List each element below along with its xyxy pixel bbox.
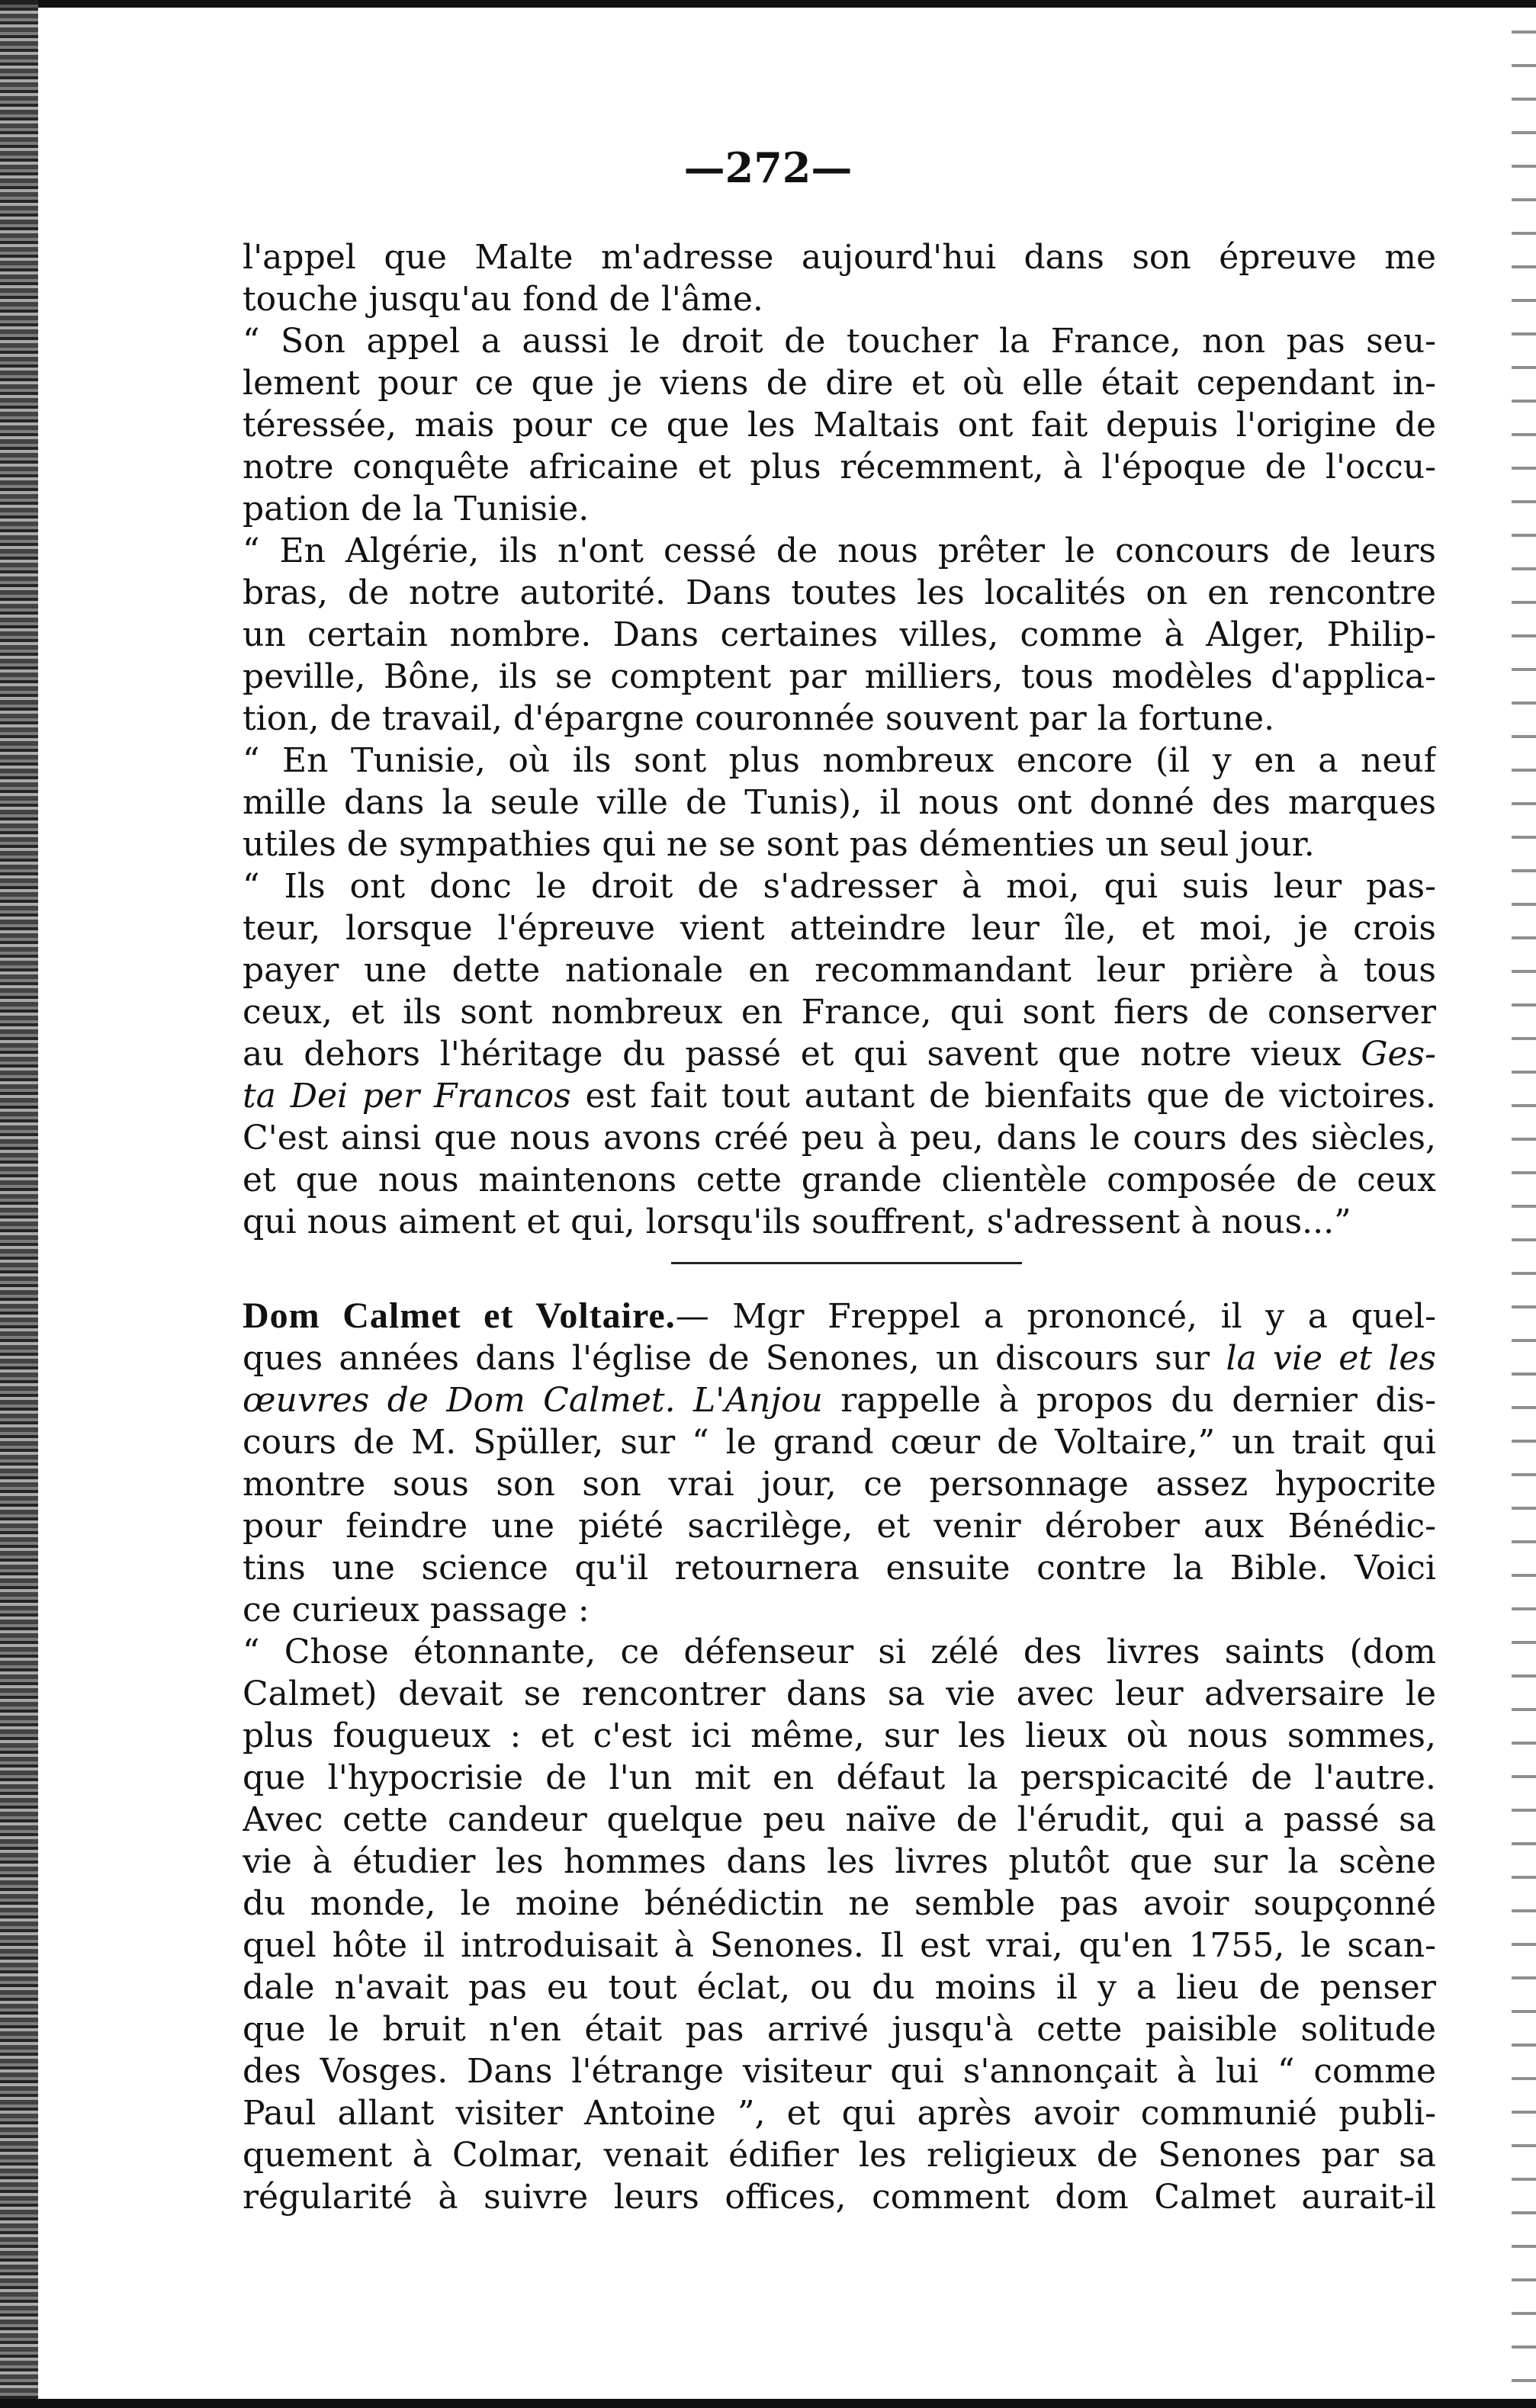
scan-right-edge [1512, 0, 1536, 2408]
section-divider [671, 1262, 1022, 1264]
text-line: des Vosges. Dans l'étrange visiteur qui s'annonçait à lui “ comme [243, 2052, 1436, 2091]
text-fragment: rappelle à propos du dernier dis- [822, 1381, 1436, 1420]
text-line: tins une science qu'il retournera ensuite contre la Bible. Voici [243, 1549, 1436, 1588]
text-line: touche jusqu'au fond de l'âme. [243, 280, 763, 319]
text-line: peville, Bône, ils se comptent par milliers, tous modèles d'applica- [243, 657, 1436, 696]
text-line-gesta [243, 1033, 1436, 1075]
text-line [243, 1337, 1436, 1379]
text-line: l'appel que Malte m'adresse aujourd'hui dans son épreuve me [243, 238, 1436, 277]
text-line: régularité à suivre leurs offices, comment dom Calmet aurait-il [243, 2178, 1436, 2217]
text-line: et que nous maintenons cette grande clientèle composée de ceux [243, 1161, 1436, 1199]
text-line: C'est ainsi que nous avons créé peu à peu, dans le cours des siècles, [243, 1119, 1436, 1157]
text-line: payer une dette nationale en recommandant leur prière à tous [243, 951, 1436, 990]
text-line: Paul allant visiter Antoine ”, et qui après avoir communié publi- [243, 2094, 1436, 2133]
italic-fragment: Ges- [1361, 1035, 1436, 1074]
text-line: que le bruit n'en était pas arrivé jusqu'à cette paisible solitude [243, 2010, 1436, 2049]
text-line: tion, de travail, d'épargne couronnée souvent par la fortune. [243, 699, 1275, 738]
text-line: “ En Algérie, ils n'ont cessé de nous prêter le concours de leurs [243, 531, 1436, 570]
article-dom-calmet [243, 1295, 1436, 2218]
text-line: Calmet) devait se rencontrer dans sa vie avec leur adversaire le [243, 1674, 1436, 1713]
scan-top-edge [0, 0, 1536, 8]
italic-fragment: œuvres de Dom Calmet. L'Anjou [243, 1381, 823, 1420]
text-fragment: au dehors l'héritage du passé et qui savent que notre vieux [243, 1035, 1342, 1074]
text-line: “ Chose étonnante, ce défenseur si zélé des livres saints (dom [243, 1633, 1436, 1671]
text-line: Avec cette candeur quelque peu naïve de l'érudit, qui a passé sa [243, 1800, 1436, 1839]
scan-binding-edge [0, 0, 38, 2408]
text-line: montre sous son son vrai jour, ce personnage assez hypocrite [243, 1465, 1436, 1504]
text-fragment: ques années dans l'église de Senones, un discours sur [243, 1339, 1226, 1378]
text-line: téressée, mais pour ce que les Maltais ont fait depuis l'origine de [243, 406, 1436, 445]
text-fragment: de victoires. [1223, 1077, 1436, 1116]
article-malte [243, 236, 1436, 1243]
text-line: pation de la Tunisie. [243, 490, 590, 528]
italic-fragment: la vie et les [1226, 1339, 1436, 1378]
text-line: cours de M. Spüller, sur “ le grand cœur de Voltaire,” un trait qui [243, 1423, 1436, 1462]
text-line: que l'hypocrisie de l'un mit en défaut la perspicacité de l'autre. [243, 1758, 1436, 1797]
text-line: du monde, le moine bénédictin ne semble pas avoir soupçonné [243, 1884, 1436, 1923]
italic-fragment: ta Dei per Francos [243, 1077, 571, 1116]
text-line: lement pour ce que je viens de dire et où elle était cependant in- [243, 364, 1436, 403]
text-line-heading [243, 1295, 1436, 1337]
text-line: ce curieux passage : [243, 1591, 590, 1629]
page-number: —272— [683, 143, 853, 192]
text-line: qui nous aiment et qui, lorsqu'ils souffrent, s'adressent à nous...” [243, 1202, 1351, 1241]
text-line: pour feindre une piété sacrilège, et venir dérober aux Bénédic- [243, 1507, 1436, 1546]
text-line: un certain nombre. Dans certaines villes, comme à Alger, Philip- [243, 615, 1436, 654]
text-line [243, 1379, 1436, 1421]
text-fragment: — Mgr Freppel a prononcé, il y a quel- [675, 1297, 1436, 1336]
text-line: quel hôte il introduisait à Senones. Il est vrai, qu'en 1755, le scan- [243, 1926, 1436, 1965]
text-line: vie à étudier les hommes dans les livres plutôt que sur la scène [243, 1842, 1436, 1881]
text-line-gesta-end [243, 1075, 1436, 1117]
text-line: “ Son appel a aussi le droit de toucher la France, non pas seu- [243, 322, 1436, 361]
text-line: dale n'avait pas eu tout éclat, ou du moins il y a lieu de penser [243, 1968, 1436, 2007]
text-line: notre conquête africaine et plus récemment, à l'époque de l'occu- [243, 448, 1436, 486]
text-line: mille dans la seule ville de Tunis), il nous ont donné des marques [243, 783, 1436, 822]
text-line: quement à Colmar, venait édifier les religieux de Senones par sa [243, 2136, 1436, 2175]
text-line: bras, de notre autorité. Dans toutes les localités on en rencontre [243, 573, 1436, 612]
article-heading: Dom Calmet et Voltaire. [243, 1296, 676, 1336]
text-line: utiles de sympathies qui ne se sont pas démenties un seul jour. [243, 825, 1315, 864]
text-line: “ Ils ont donc le droit de s'adresser à moi, qui suis leur pas- [243, 867, 1436, 906]
scan-bottom-edge [0, 2399, 1536, 2408]
text-line: plus fougueux : et c'est ici même, sur les lieux où nous sommes, [243, 1716, 1436, 1755]
text-line: “ En Tunisie, où ils sont plus nombreux encore (il y en a neuf [243, 741, 1436, 780]
text-fragment: est fait tout autant de bienfaits que [570, 1077, 1224, 1116]
text-line: teur, lorsque l'épreuve vient atteindre leur île, et moi, je crois [243, 909, 1436, 948]
text-line: ceux, et ils sont nombreux en France, qui sont fiers de conserver [243, 993, 1436, 1032]
